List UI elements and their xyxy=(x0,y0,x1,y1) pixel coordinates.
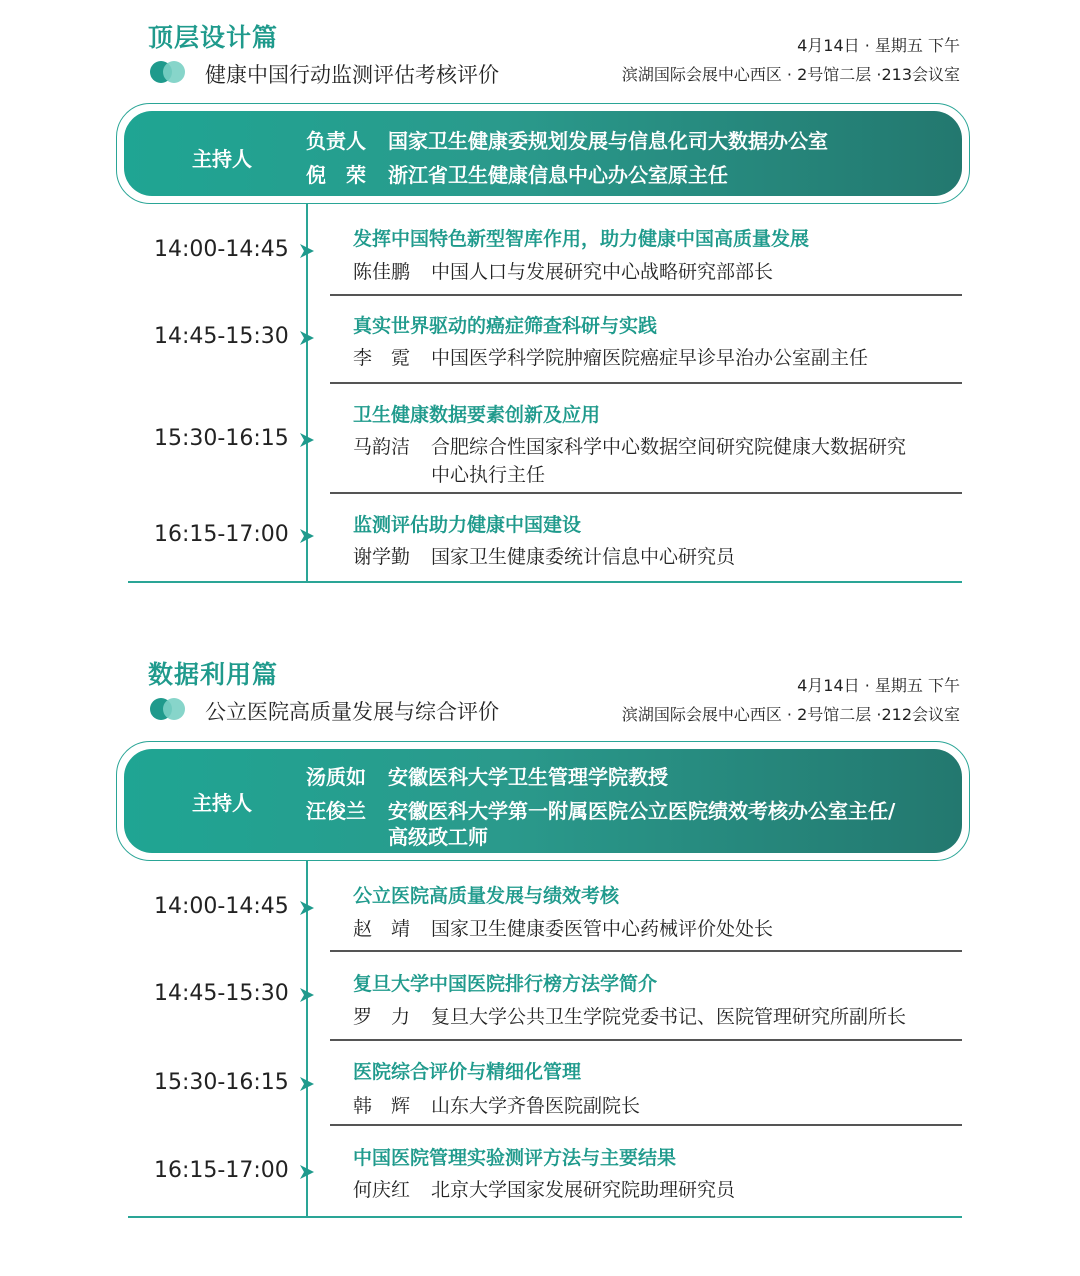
chevron-right-icon xyxy=(298,1163,316,1181)
section-title: 顶层设计篇 xyxy=(148,23,279,52)
talk-title: 公立医院高质量发展与绩效考核 xyxy=(353,885,620,907)
host-panel xyxy=(116,103,970,204)
speaker-name: 谢学勤 xyxy=(353,546,411,568)
session-time: 15:30-16:15 xyxy=(154,1070,289,1095)
host-panel-fill xyxy=(124,749,962,853)
host-row xyxy=(306,761,668,790)
speaker-name: 罗 力 xyxy=(353,1006,411,1028)
speaker-role: 中国医学科学院肿瘤医院癌症早诊早治办公室副主任 xyxy=(431,347,869,369)
host-name: 汤质如 xyxy=(306,765,366,789)
speaker-role: 合肥综合性国家科学中心数据空间研究院健康大数据研究 xyxy=(431,436,907,458)
speaker-role: 复旦大学公共卫生学院党委书记、医院管理研究所副所长 xyxy=(431,1006,907,1028)
section-title: 数据利用篇 xyxy=(148,660,279,689)
divider xyxy=(330,950,962,952)
host-title: 国家卫生健康委规划发展与信息化司大数据办公室 xyxy=(388,129,828,153)
host-name: 负责人 xyxy=(306,129,366,153)
session-time: 14:00-14:45 xyxy=(154,237,289,262)
speaker-name: 马韵洁 xyxy=(353,436,411,458)
host-label: 主持人 xyxy=(192,147,252,171)
speaker-name: 陈佳鹏 xyxy=(353,261,411,283)
session-time: 14:45-15:30 xyxy=(154,324,289,349)
host-label: 主持人 xyxy=(192,791,252,815)
speaker-role: 国家卫生健康委统计信息中心研究员 xyxy=(431,546,736,568)
timeline-line xyxy=(306,204,308,582)
host-name: 汪俊兰 xyxy=(306,799,366,823)
host-row xyxy=(306,159,728,188)
host-panel xyxy=(116,741,970,861)
host-title: 浙江省卫生健康信息中心办公室原主任 xyxy=(388,163,728,187)
session-time: 15:30-16:15 xyxy=(154,426,289,451)
talk-title: 医院综合评价与精细化管理 xyxy=(353,1061,582,1083)
dots-icon xyxy=(150,61,186,83)
chevron-right-icon xyxy=(298,527,316,545)
chevron-right-icon xyxy=(298,899,316,917)
speaker-name: 李 霓 xyxy=(353,347,411,369)
divider xyxy=(330,492,962,494)
speaker-line xyxy=(353,1002,906,1029)
host-panel-fill xyxy=(124,111,962,196)
session-date: 4月14日 · 星期五 下午 xyxy=(797,36,960,55)
session-time: 14:00-14:45 xyxy=(154,894,289,919)
host-row xyxy=(306,125,828,154)
session-venue: 滨湖国际会展中心西区 · 2号馆二层 ·213会议室 xyxy=(621,65,960,84)
chevron-right-icon xyxy=(298,242,316,260)
speaker-line xyxy=(353,542,735,569)
session-time: 16:15-17:00 xyxy=(154,1158,289,1183)
section-subtitle: 公立医院高质量发展与综合评价 xyxy=(205,700,499,724)
chevron-right-icon xyxy=(298,431,316,449)
session-venue: 滨湖国际会展中心西区 · 2号馆二层 ·212会议室 xyxy=(621,705,960,724)
chevron-right-icon xyxy=(298,329,316,347)
host-title: 安徽医科大学第一附属医院公立医院绩效考核办公室主任/ xyxy=(388,799,896,823)
speaker-name: 赵 靖 xyxy=(353,918,411,940)
section-top-design xyxy=(0,0,1080,600)
divider xyxy=(330,294,962,296)
section-data-usage xyxy=(0,640,1080,1240)
speaker-line xyxy=(353,257,773,284)
speaker-line xyxy=(353,343,868,370)
dots-icon xyxy=(150,698,186,720)
divider xyxy=(330,1124,962,1126)
host-name: 倪 荣 xyxy=(306,163,366,187)
talk-title: 监测评估助力健康中国建设 xyxy=(353,514,582,536)
talk-title: 卫生健康数据要素创新及应用 xyxy=(353,404,601,426)
talk-title: 真实世界驱动的癌症筛查科研与实践 xyxy=(353,315,658,337)
talk-title: 复旦大学中国医院排行榜方法学简介 xyxy=(353,973,658,995)
speaker-role: 国家卫生健康委医管中心药械评价处处长 xyxy=(431,918,774,940)
section-bottom-line xyxy=(128,1216,962,1218)
host-row xyxy=(306,795,895,824)
speaker-role-cont: 中心执行主任 xyxy=(431,464,546,486)
speaker-line xyxy=(353,432,906,459)
divider xyxy=(330,382,962,384)
speaker-role: 中国人口与发展研究中心战略研究部部长 xyxy=(431,261,774,283)
speaker-line xyxy=(353,1175,735,1202)
host-title-cont: 高级政工师 xyxy=(388,825,488,849)
speaker-line xyxy=(353,914,773,941)
session-date: 4月14日 · 星期五 下午 xyxy=(797,676,960,695)
speaker-line xyxy=(353,1091,640,1118)
speaker-role: 山东大学齐鲁医院副院长 xyxy=(431,1095,641,1117)
talk-title: 中国医院管理实验测评方法与主要结果 xyxy=(353,1147,677,1169)
speaker-role: 北京大学国家发展研究院助理研究员 xyxy=(431,1179,736,1201)
chevron-right-icon xyxy=(298,1075,316,1093)
session-time: 14:45-15:30 xyxy=(154,981,289,1006)
section-subtitle: 健康中国行动监测评估考核评价 xyxy=(205,63,499,87)
talk-title: 发挥中国特色新型智库作用，助力健康中国高质量发展 xyxy=(353,228,810,250)
section-bottom-line xyxy=(128,581,962,583)
session-time: 16:15-17:00 xyxy=(154,522,289,547)
chevron-right-icon xyxy=(298,986,316,1004)
host-title: 安徽医科大学卫生管理学院教授 xyxy=(388,765,668,789)
speaker-name: 韩 辉 xyxy=(353,1095,411,1117)
divider xyxy=(330,1039,962,1041)
speaker-name: 何庆红 xyxy=(353,1179,411,1201)
